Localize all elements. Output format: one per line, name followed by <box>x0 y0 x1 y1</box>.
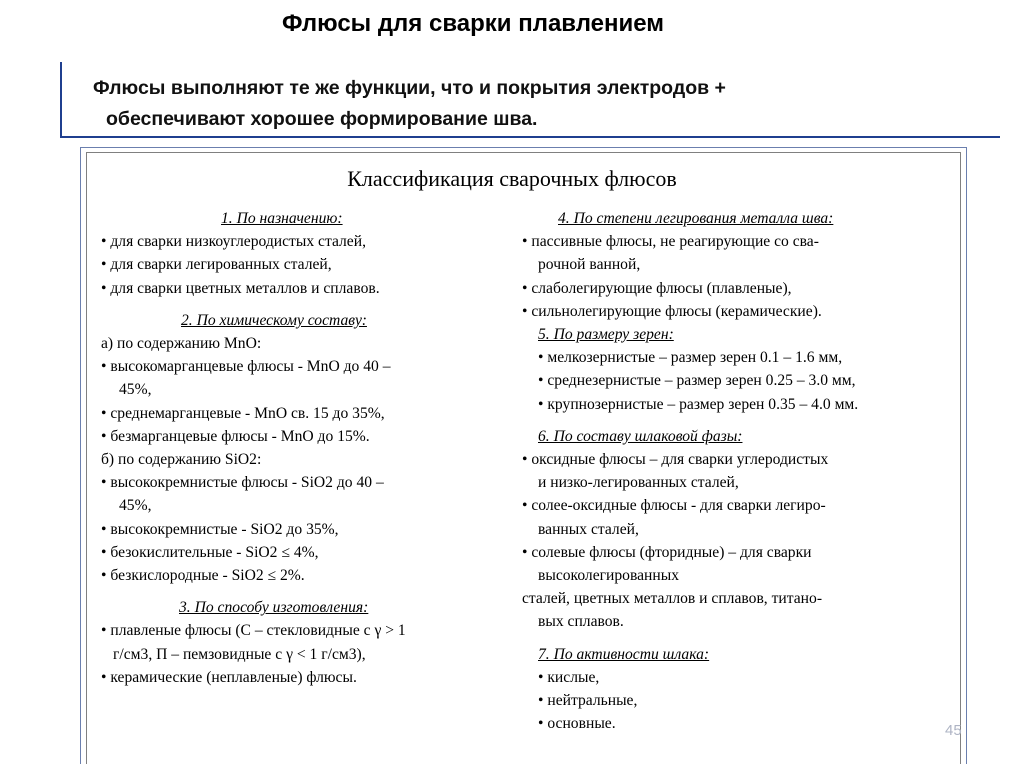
list-line: • слаболегирующие флюсы (плавленые), <box>522 279 792 297</box>
list-line: • высокомарганцевые флюсы - MnO до 40 – <box>101 358 391 376</box>
list-line: • нейтральные, <box>538 692 638 710</box>
list-line: • пассивные флюсы, не реагирующие со сва- <box>522 233 819 251</box>
list-line: • основные. <box>538 715 616 733</box>
spacer <box>522 416 952 425</box>
list-line: 45%, <box>119 381 152 399</box>
section-heading: 7. По активности шлака: <box>538 645 710 663</box>
list-line: • для сварки низкоуглеродистых сталей, <box>101 233 366 251</box>
list-line: г/см3, П – пемзовидные с γ < 1 г/см3), <box>113 645 366 663</box>
list-line: высоколегированных <box>538 567 680 585</box>
subtitle-line-1: Флюсы выполняют те же функции, что и покрытия электродов + <box>93 77 726 99</box>
list-line: • солевые флюсы (фторидные) – для сварки <box>522 543 812 561</box>
list-line: • безокислительные - SiO2 ≤ 4%, <box>101 543 319 561</box>
section-heading: 2. По химическому составу: <box>181 311 367 329</box>
spacer <box>101 300 521 309</box>
list-line: • для сварки легированных сталей, <box>101 256 332 274</box>
list-line: • солее-оксидные флюсы - для сварки легиро- <box>522 497 826 515</box>
list-line: • керамические (неплавленые) флюсы. <box>101 668 357 686</box>
subtitle-line-2: обеспечивают хорошее формирование шва. <box>106 108 538 130</box>
list-line: а) по содержанию MnO: <box>101 335 262 353</box>
section-heading: 4. По степени легирования металла шва: <box>558 210 834 227</box>
page-number: 45 <box>945 722 962 739</box>
right-column <box>522 207 952 735</box>
list-line: • для сварки цветных металлов и сплавов. <box>101 279 380 297</box>
section-heading: 3. По способу изготовления: <box>179 599 369 617</box>
left-column <box>101 207 521 689</box>
list-line: • сильнолегирующие флюсы (керамические). <box>522 302 822 320</box>
list-line: • мелкозернистые – размер зерен 0.1 – 1.6 мм, <box>538 349 843 367</box>
list-line: • среднемарганцевые - MnO св. 15 до 35%, <box>101 404 385 422</box>
section-heading: 1. По назначению: <box>221 210 343 227</box>
list-line: • крупнозернистые – размер зерен 0.35 – 4.0 мм. <box>538 395 859 413</box>
list-line: • плавленые флюсы (С – стекловидные с γ > 1 <box>101 622 406 640</box>
list-line: • высококремнистые - SiO2 до 35%, <box>101 520 339 538</box>
list-line: • оксидные флюсы – для сварки углеродистых <box>522 451 829 469</box>
list-line: • среднезернистые – размер зерен 0.25 – 3.0 мм, <box>538 372 856 390</box>
list-line: вых сплавов. <box>538 613 624 631</box>
list-line: рочной ванной, <box>538 256 641 274</box>
list-line: сталей, цветных металлов и сплавов, титано- <box>522 590 823 608</box>
list-line: б) по содержанию SiO2: <box>101 451 262 469</box>
list-line: • кислые, <box>538 668 600 686</box>
section-heading: 5. По размеру зерен: <box>538 326 674 344</box>
section-heading: 6. По составу шлаковой фазы: <box>538 427 743 445</box>
slide-subtitle <box>93 73 726 135</box>
list-line: ванных сталей, <box>538 520 639 538</box>
spacer <box>522 634 952 643</box>
list-line: • высококремнистые флюсы - SiO2 до 40 – <box>101 474 384 492</box>
spacer <box>101 587 521 596</box>
list-line: • безмарганцевые флюсы - MnO до 15%. <box>101 427 370 445</box>
list-line: и низко-легированных сталей, <box>538 474 739 492</box>
slide-title: Флюсы для сварки плавлением <box>282 10 665 37</box>
list-line: • безкислородные - SiO2 ≤ 2%. <box>101 567 305 585</box>
list-line: 45%, <box>119 497 152 515</box>
document-title: Классификация сварочных флюсов <box>347 166 677 191</box>
